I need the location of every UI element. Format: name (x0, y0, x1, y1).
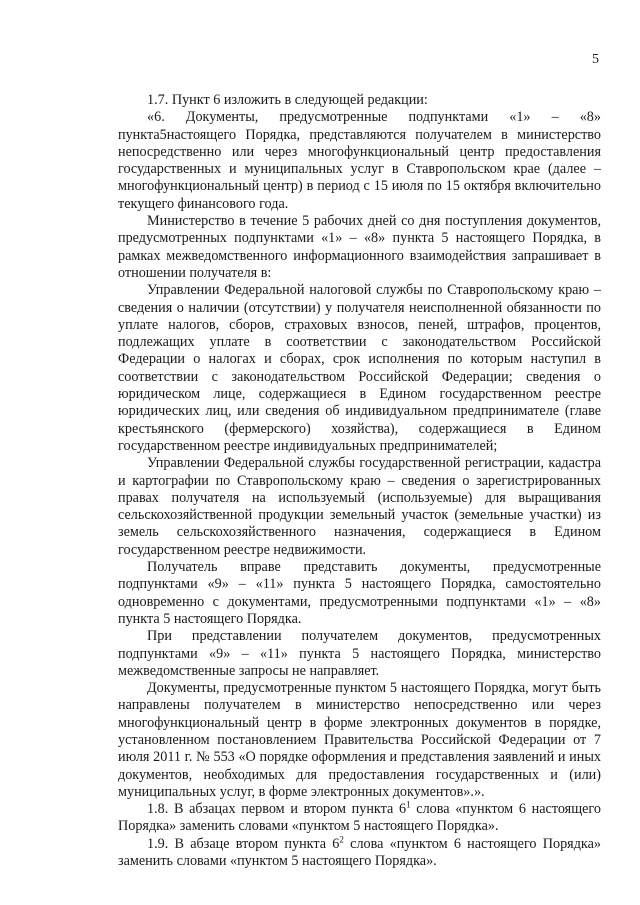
paragraph-recipient-right: Получатель вправе представить документы, предусмотренные подпунктами «9» – «11» пункта 5 настоящего Порядка, самостоятельно одновременно с документами, предусмотренными подпунктами «1» – «8» пункта 5 настоящего Порядка. (118, 559, 601, 627)
paragraph-ministry-requests: Министерство в течение 5 рабочих дней со дня поступления документов, предусмотренных подпунктами «1» – «8» пункта 5 настоящего Порядка, в рамках межведомственного информационного взаимодействия запрашивает в отношении получателя в: (118, 213, 601, 281)
paragraph-no-requests: При представлении получателем документов, предусмотренных подпунктами «9» – «11» пункта 5 настоящего Порядка, министерство межведомственные запросы не направляет. (118, 628, 601, 679)
item-1-9-text-start: 1.9. В абзаце втором пункта 6 (147, 835, 340, 852)
item-1-9-superscript: 2 (339, 834, 344, 845)
paragraph-tax-service: Управлении Федеральной налоговой службы по Ставропольскому краю – сведения о наличии (отсутствии) у получателя неисполненной обязанности по уплате налогов, сборов, страховых взносов, пеней, штрафов, процентов, подлежащих уплате в соответствии с законодательством Российской Федерации о налогах и сборах, срок исполнения по которым наступил в соответствии с законодательством Российской Федерации; сведения о юридическом лице, содержащиеся в Едином государственном реестре юридических лиц, или сведения об индивидуальном предпринимателе (главе крестьянского (фермерского) хозяйства), содержащиеся в Едином государственном реестре индивидуальных предпринимателей; (118, 282, 601, 454)
item-1-8-text-start: 1.8. В абзацах первом и втором пункта 6 (147, 801, 407, 818)
paragraph-item-1-9 (118, 836, 601, 871)
item-1-8-superscript: 1 (406, 799, 411, 810)
document-body (118, 92, 601, 870)
page-number: 5 (592, 52, 599, 67)
paragraph-item-6-documents: «6. Документы, предусмотренные подпунктами «1» – «8» пункта5настоящего Порядка, представляются получателем в министерство непосредственно или через многофункциональный центр предоставления государственных и муниципальных услуг в Ставропольском крае (далее – многофункциональный центр) в период с 15 июля по 15 октября включительно текущего финансового года. (118, 109, 601, 212)
item-1-9-text-end: слова «пунктом 6 настоящего Порядка» заменить словами «пунктом 5 настоящего Порядка». (118, 835, 601, 870)
item-1-8-text-end: слова «пунктом 6 настоящего Порядка» заменить словами «пунктом 5 настоящего Порядка». (118, 801, 601, 835)
paragraph-item-1-8 (118, 801, 601, 836)
paragraph-electronic-documents: Документы, предусмотренные пунктом 5 настоящего Порядка, могут быть направлены получателем в министерство непосредственно или через многофункциональный центр в форме электронных документов в порядке, установленном постановлением Правительства Российской Федерации от 7 июля 2011 г. № 553 «О порядке оформления и представления заявлений и иных документов, необходимых для предоставления государственных и (или) муниципальных услуг, в форме электронных документов».». (118, 680, 601, 800)
paragraph-registration-service: Управлении Федеральной службы государственной регистрации, кадастра и картографии по Ставропольскому краю – сведения о зарегистрированных правах получателя на используемый (используемые) для выращивания сельскохозяйственной продукции земельный участок (земельные участки) из земель сельскохозяйственного назначения, содержащиеся в Едином государственном реестре недвижимости. (118, 455, 601, 558)
paragraph-item-1-7: 1.7. Пункт 6 изложить в следующей редакции: (147, 92, 428, 108)
